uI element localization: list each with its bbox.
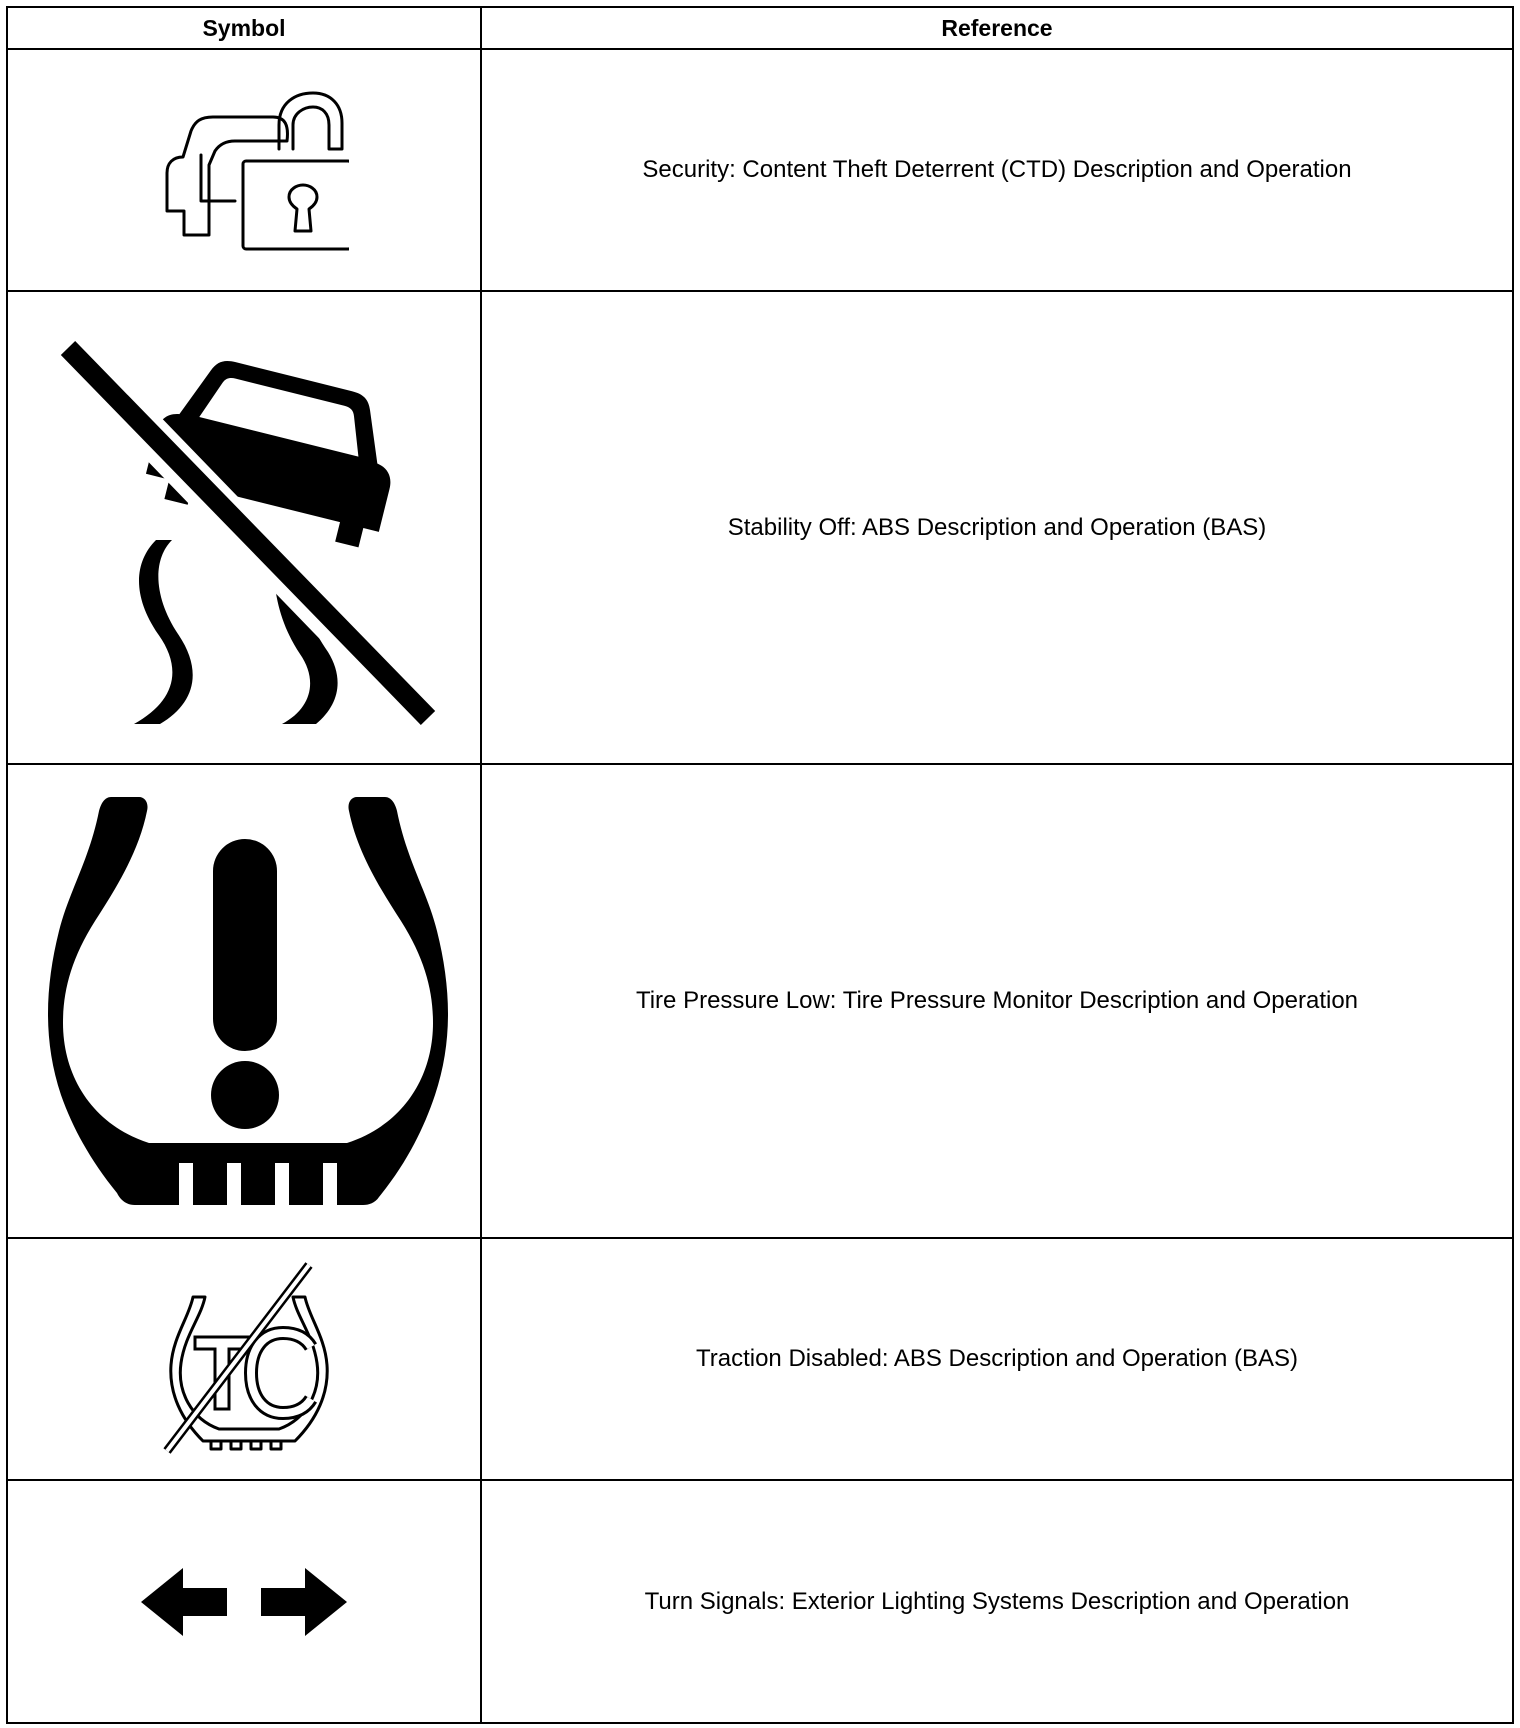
- reference-cell: Stability Off: ABS Description and Operation (BAS): [481, 291, 1513, 764]
- table-row: [7, 1238, 1513, 1480]
- traction-disabled-tc-icon: [159, 1259, 329, 1459]
- reference-column-header: Reference: [481, 7, 1513, 49]
- symbol-cell: [7, 49, 481, 291]
- table-row: [7, 49, 1513, 291]
- symbol-cell: [7, 1480, 481, 1723]
- tire-pressure-low-icon: [39, 791, 449, 1211]
- symbol-reference-table: [6, 6, 1514, 1724]
- reference-cell: Security: Content Theft Deterrent (CTD) Description and Operation: [481, 49, 1513, 291]
- symbol-cell: [7, 291, 481, 764]
- reference-cell: Turn Signals: Exterior Lighting Systems Description and Operation: [481, 1480, 1513, 1723]
- vehicle-security-lock-icon: [139, 85, 349, 255]
- symbol-column-header: Symbol: [7, 7, 481, 49]
- table-row: [7, 1480, 1513, 1723]
- reference-cell: Traction Disabled: ABS Description and Operation (BAS): [481, 1238, 1513, 1480]
- symbol-cell: [7, 764, 481, 1238]
- reference-cell: Tire Pressure Low: Tire Pressure Monitor Description and Operation: [481, 764, 1513, 1238]
- stability-off-skid-icon: [44, 328, 444, 728]
- table-row: [7, 291, 1513, 764]
- turn-signal-arrows-icon: [139, 1562, 349, 1642]
- table-header-row: [7, 7, 1513, 49]
- table-row: [7, 764, 1513, 1238]
- symbol-cell: [7, 1238, 481, 1480]
